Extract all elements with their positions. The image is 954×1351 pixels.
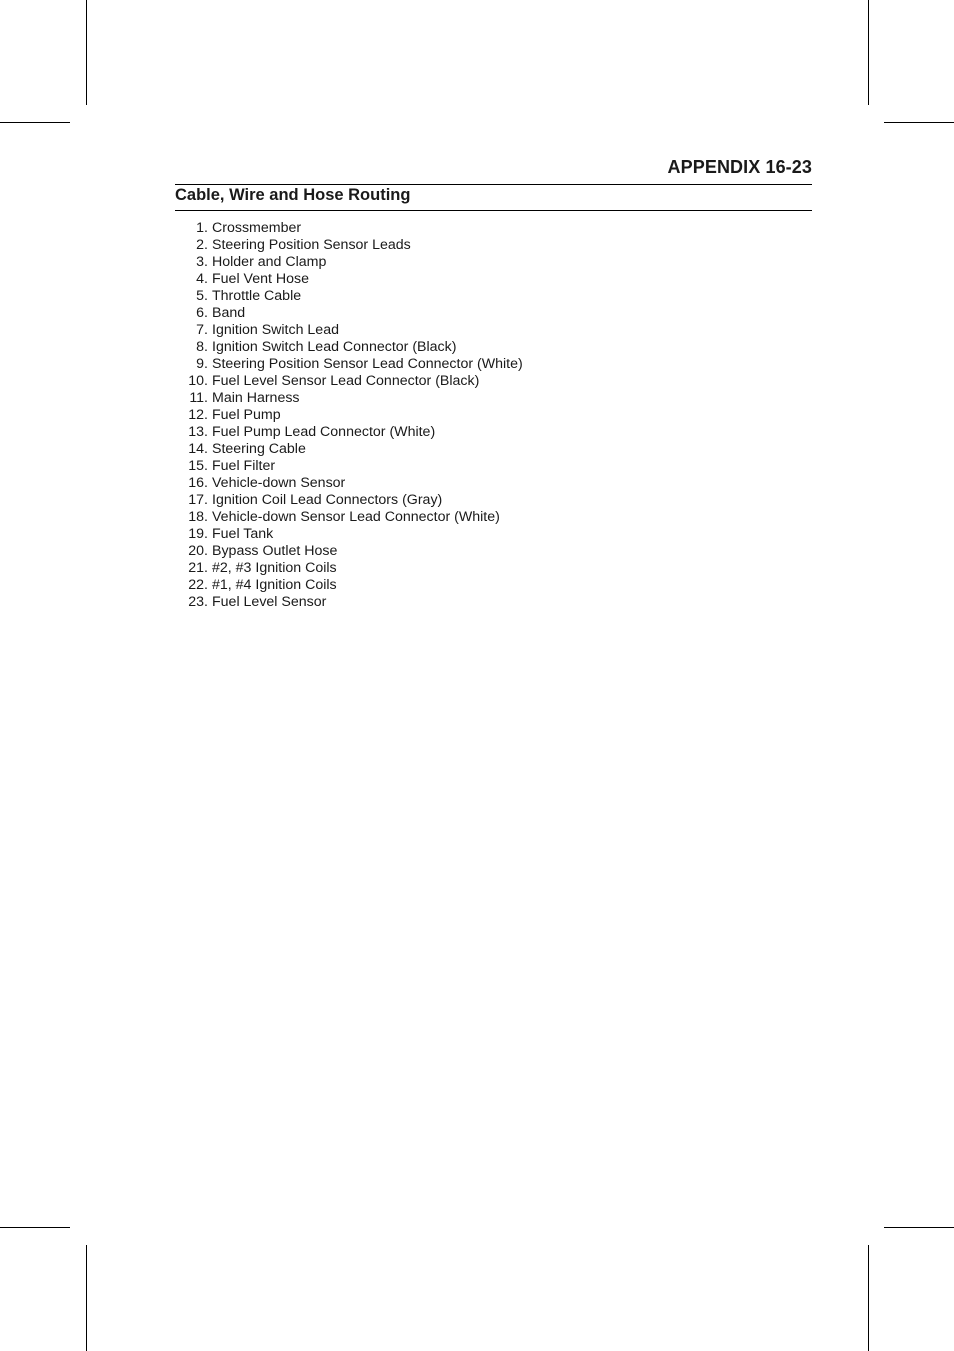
legend-item-number: 3. [196,254,208,270]
crop-mark-bottom-left-horizontal [0,1227,70,1228]
legend-item-label: Steering Position Sensor Lead Connector (White) [212,356,523,372]
legend-item-number: 11. [189,390,208,406]
crop-mark-bottom-left-vertical [86,1245,87,1351]
legend-item-label: #1, #4 Ignition Coils [212,577,337,593]
legend-item [175,254,812,271]
crop-mark-top-left-horizontal [0,122,70,123]
appendix-page-label: APPENDIX 16-23 [667,157,812,177]
legend-item-label: Vehicle-down Sensor Lead Connector (White) [212,509,500,525]
crop-mark-top-right-horizontal [884,122,954,123]
page-header [175,156,812,185]
legend-item-label: Fuel Level Sensor Lead Connector (Black) [212,373,480,389]
legend-item [175,594,812,611]
legend-item-number: 19. [188,526,208,542]
legend-item-number: 14. [188,441,208,457]
legend-item-label: Throttle Cable [212,288,302,304]
legend-item-number: 1. [196,220,208,236]
legend-item [175,441,812,458]
legend-item [175,339,812,356]
legend-item-number: 23. [188,594,208,610]
legend-item-number: 18. [188,509,208,525]
crop-mark-bottom-right-vertical [868,1245,869,1351]
legend-item-number: 13. [188,424,208,440]
crop-mark-top-left-vertical [86,0,87,105]
legend-item-label: Fuel Filter [212,458,276,474]
legend-item-number: 7. [196,322,208,338]
legend-item-number: 15. [188,458,208,474]
legend-item-number: 8. [196,339,208,355]
legend-item-label: Main Harness [212,390,300,406]
parts-legend-list [175,220,812,611]
legend-item-number: 16. [188,475,208,491]
legend-item [175,220,812,237]
legend-item-label: Fuel Level Sensor [212,594,327,610]
legend-item [175,526,812,543]
legend-item [175,322,812,339]
legend-item-label: Bypass Outlet Hose [212,543,338,559]
legend-item [175,288,812,305]
legend-item [175,237,812,254]
legend-item-label: Fuel Vent Hose [212,271,310,287]
legend-item [175,373,812,390]
legend-item [175,458,812,475]
legend-item-number: 2. [196,237,208,253]
legend-item [175,509,812,526]
crop-mark-bottom-right-horizontal [884,1227,954,1228]
legend-item [175,543,812,560]
legend-item-label: Crossmember [212,220,302,236]
legend-item-label: #2, #3 Ignition Coils [212,560,337,576]
legend-item-label: Vehicle-down Sensor [212,475,346,491]
legend-item-label: Steering Position Sensor Leads [212,237,411,253]
legend-item-number: 20. [188,543,208,559]
legend-item [175,390,812,407]
legend-item-number: 9. [196,356,208,372]
legend-item-number: 21. [188,560,208,576]
legend-item-number: 6. [196,305,208,321]
legend-item-number: 12. [188,407,208,423]
legend-item [175,424,812,441]
legend-item [175,560,812,577]
legend-item-label: Band [212,305,246,321]
legend-item-label: Ignition Coil Lead Connectors (Gray) [212,492,443,508]
legend-item [175,492,812,509]
legend-item [175,305,812,322]
legend-item-number: 22. [188,577,208,593]
legend-item-label: Holder and Clamp [212,254,327,270]
legend-item-label: Steering Cable [212,441,306,457]
legend-item [175,475,812,492]
legend-item [175,356,812,373]
section-title: Cable, Wire and Hose Routing [175,185,812,211]
legend-item-label: Ignition Switch Lead [212,322,339,338]
legend-item-label: Fuel Pump Lead Connector (White) [212,424,436,440]
crop-mark-top-right-vertical [868,0,869,105]
legend-item-label: Fuel Pump [212,407,281,423]
legend-item-number: 5. [196,288,208,304]
legend-item-label: Ignition Switch Lead Connector (Black) [212,339,457,355]
legend-item-number: 4. [196,271,208,287]
legend-item-number: 10. [188,373,208,389]
legend-item [175,271,812,288]
legend-item [175,577,812,594]
legend-item-number: 17. [188,492,208,508]
legend-item [175,407,812,424]
legend-item-label: Fuel Tank [212,526,274,542]
